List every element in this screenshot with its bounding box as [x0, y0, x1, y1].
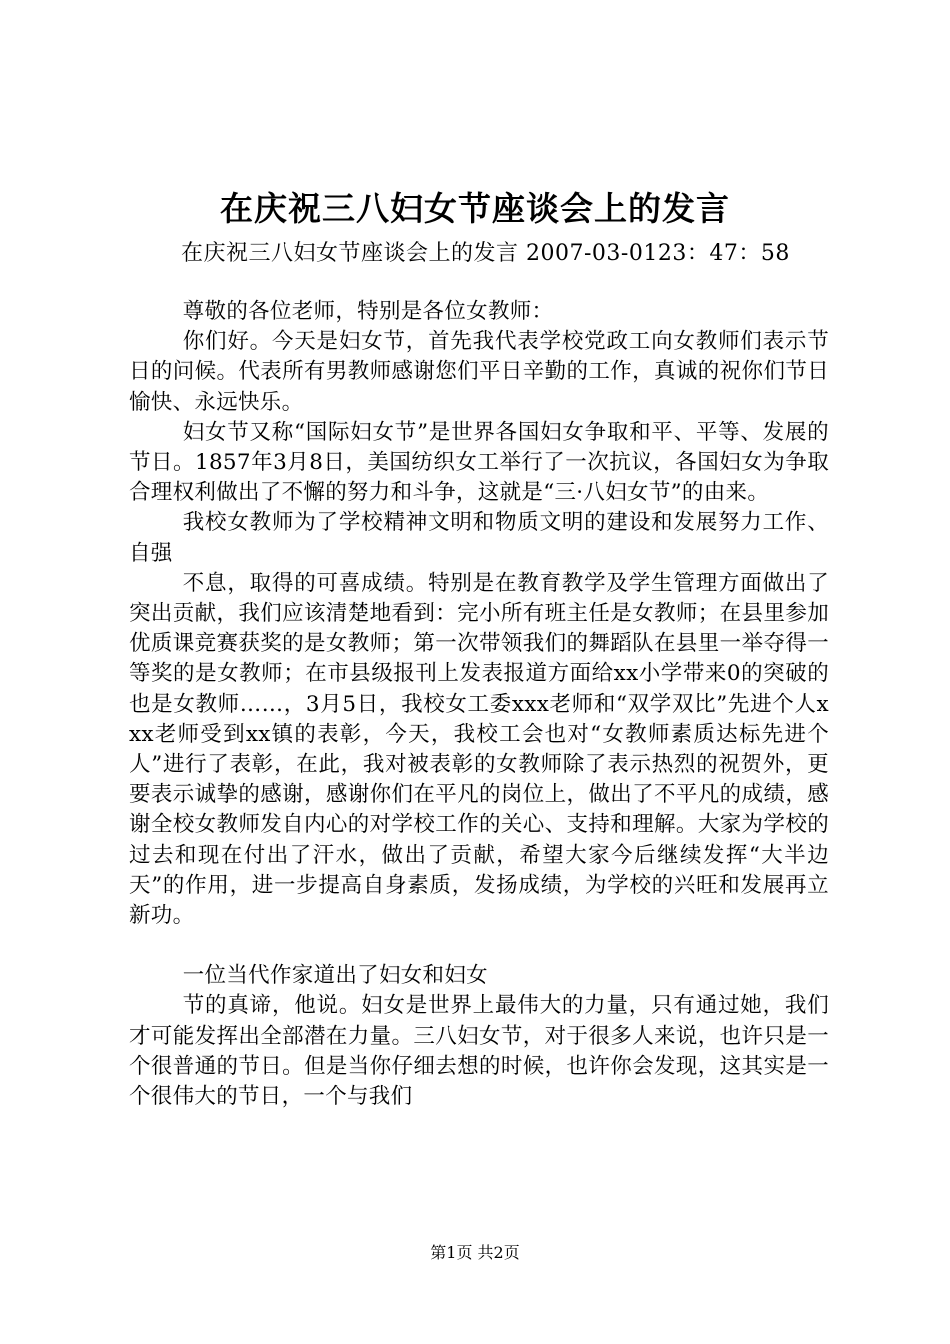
body-paragraph: 我校女教师为了学校精神文明和物质文明的建设和发展努力工作、自强 — [129, 510, 829, 566]
body-paragraph: 节的真谛，他说。妇女是世界上最伟大的力量，只有通过她，我们才可能发挥出全部潜在力量。三八妇女节，对于很多人来说，也许只是一个很普通的节日。但是当你仔细去想的时候，也许你会发现，这其实是一个很伟大的节日，一个与我们 — [129, 993, 829, 1110]
body-paragraph: 妇女节又称“国际妇女节”是世界各国妇女争取和平、平等、发展的节日。1857年3月8日，美国纺织女工举行了一次抗议，各国妇女为争取合理权利做出了不懈的努力和斗争，这就是“三·八妇女节”的由来。 — [129, 419, 829, 506]
body-paragraph: 一位当代作家道出了妇女和妇女 — [182, 963, 488, 989]
document-body — [129, 297, 829, 1112]
body-paragraph: 你们好。今天是妇女节，首先我代表学校党政工向女教师们表示节日的问候。代表所有男教师感谢您们平日辛勤的工作，真诚的祝你们节日愉快、永远快乐。 — [129, 329, 829, 415]
document-subtitle: 在庆祝三八妇女节座谈会上的发言 2007-03-0123：47：58 — [181, 241, 790, 266]
page-number-footer: 第1页 共2页 — [430, 1243, 520, 1262]
salutation-paragraph: 尊敬的各位老师，特别是各位女教师： — [182, 299, 554, 324]
body-paragraph: 不息，取得的可喜成绩。特别是在教育教学及学生管理方面做出了突出贡献，我们应该清楚地看到：完小所有班主任是女教师；在县里参加优质课竞赛获奖的是女教师；第一次带领我们的舞蹈队在县里一举夺得一等奖的是女教师；在市县级报刊上发表报道方面给xx小学带来0的突破的也是女教师……，3月5日，我校女工委xxx老师和“双学双比”先进个人xxx老师受到xx镇的表彰，今天，我校工会也对“女教师素质达标先进个人”进行了表彰，在此，我对被表彰的女教师除了表示热烈的祝贺外，更要表示诚挚的感谢，感谢你们在平凡的岗位上，做出了不平凡的成绩，感谢全校女教师发自内心的对学校工作的关心、支持和理解。大家为学校的过去和现在付出了汗水，做出了贡献，希望大家今后继续发挥“大半边天”的作用，进一步提高自身素质，发扬成绩，为学校的兴旺和发展再立新功。 — [129, 570, 829, 929]
document-title: 在庆祝三八妇女节座谈会上的发言 — [220, 189, 730, 228]
